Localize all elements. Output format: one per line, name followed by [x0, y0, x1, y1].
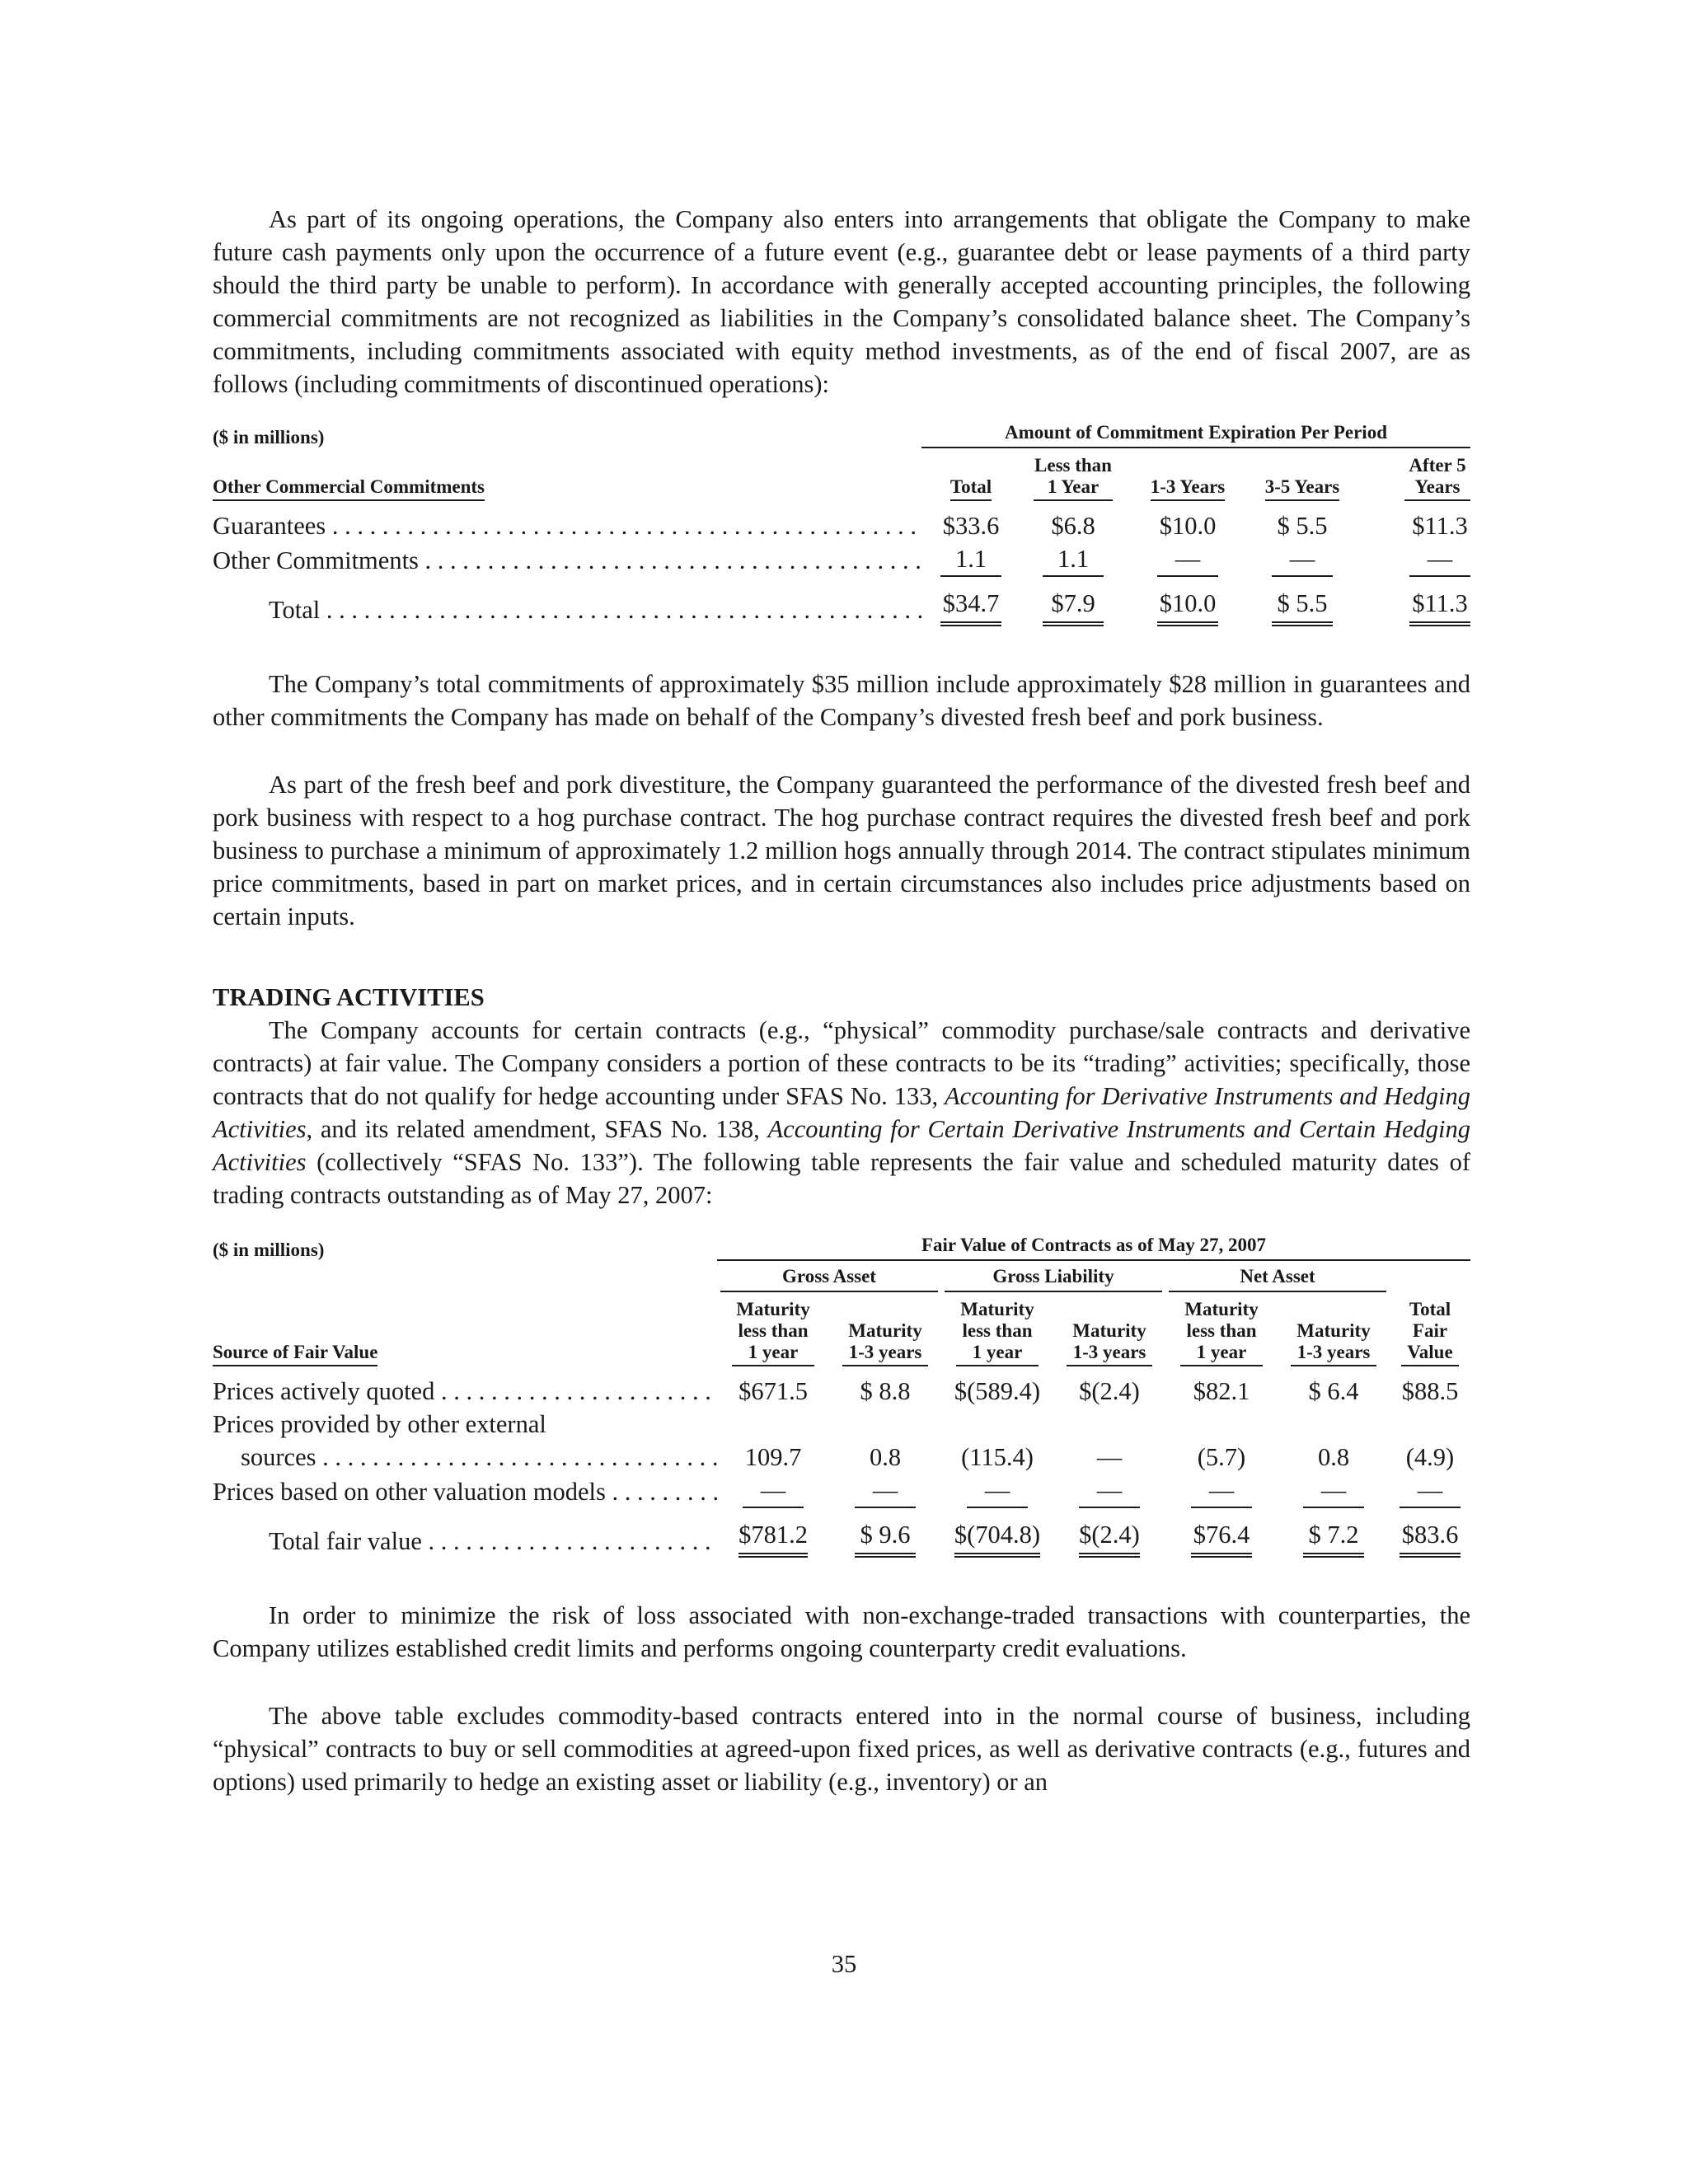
paragraph-counterparty-risk: In order to minimize the risk of loss associated with non-exchange-traded transactions with counterparties, the Company utilizes established credit limits and performs ongoing counterparty credit evaluations. — [213, 1601, 1470, 1662]
table-cell: $ 8.8 — [860, 1377, 911, 1405]
paragraph-total-commitments: The Company’s total commitments of approximately $35 million include approximately $28 million in guarantees and other commitments the Company has made on behalf of the Company’s divested fresh beef and pork business. — [213, 670, 1470, 731]
table-cell: $7.9 — [1020, 587, 1126, 626]
table-cell: $ 7.2 — [1278, 1518, 1390, 1558]
column-header: Total — [921, 455, 1020, 501]
table-cell: $34.7 — [921, 587, 1020, 626]
table-cell: — — [1053, 1474, 1165, 1508]
column-header: Maturity 1-3 years — [1053, 1299, 1165, 1366]
table-row — [213, 542, 1470, 577]
table-row — [213, 1375, 1470, 1408]
table-cell: $10.0 — [1126, 587, 1250, 626]
table-cell: 0.8 — [1317, 1443, 1350, 1471]
table-row — [213, 509, 1470, 542]
table-cell: $(2.4) — [1053, 1518, 1165, 1558]
subgroup-net-asset: Net Asset — [1165, 1266, 1390, 1292]
paragraph-table-exclusions: The above table excludes commodity-based contracts entered into in the normal course of business, including “physical” contracts to buy or sell commodities at agreed-upon fixed prices, as well as derivative contracts (e.g., futures and options) used primarily to hedge an existing asset or liability (e.g., inventory) or an — [213, 1702, 1470, 1796]
row-label-line1: Prices provided by other external — [213, 1410, 546, 1438]
table-cell: $ 5.5 — [1277, 512, 1328, 540]
table-row — [213, 1441, 1470, 1474]
table-row — [213, 1408, 1470, 1441]
table-cell: — — [1096, 1443, 1123, 1471]
table-cell: 109.7 — [744, 1443, 802, 1471]
paragraph-commitments-intro: As part of its ongoing operations, the Company also enters into arrangements that obligate the Company to make future cash payments only upon the occurrence of a future event (e.g., guarantee debt or lease payments of a third party should the third party be unable to perform). In accordance with generally accepted accounting principles, the following commercial commitments are not recognized as liabilities in the Company’s consolidated balance sheet. The Company’s commitments, including commitments associated with equity method investments, as of the end of fiscal 2007, are as follows (including commitments of discontinued operations): — [213, 205, 1470, 398]
column-header: Maturity 1-3 years — [1278, 1299, 1390, 1366]
table-cell: $83.6 — [1390, 1518, 1470, 1558]
commitments-unit-label: ($ in millions) — [213, 427, 325, 448]
column-header: 1-3 Years — [1126, 455, 1250, 501]
table-cell: — — [1390, 1474, 1470, 1508]
column-header: Total Fair Value — [1390, 1299, 1470, 1366]
fair-value-table — [213, 1235, 1470, 1558]
column-header: Maturity 1-3 years — [829, 1299, 941, 1366]
table-cell: $ 6.4 — [1308, 1377, 1359, 1405]
row-label: Total . . . — [213, 587, 921, 626]
column-header: Maturity less than 1 year — [717, 1299, 829, 1366]
table-cell: $6.8 — [1051, 512, 1095, 540]
table-cell: $ 5.5 — [1250, 587, 1355, 626]
table-cell: (4.9) — [1405, 1443, 1455, 1471]
table-cell: (5.7) — [1197, 1443, 1246, 1471]
table-cell: $(589.4) — [954, 1377, 1041, 1405]
commitments-row-header: Other Commercial Commitments — [213, 455, 921, 501]
table-row — [213, 587, 1470, 626]
section-heading-trading-activities: TRADING ACTIVITIES — [213, 983, 485, 1011]
fair-value-group-header: Fair Value of Contracts as of May 27, 2007 — [717, 1235, 1470, 1261]
column-header: Less than 1 Year — [1020, 455, 1126, 501]
table-cell: $671.5 — [738, 1377, 808, 1405]
table-cell: 1.1 — [1020, 542, 1126, 577]
table-cell: — — [1165, 1474, 1278, 1508]
table-cell: — — [1355, 542, 1470, 577]
table-cell: 0.8 — [869, 1443, 902, 1471]
row-label: Prices based on other valuation models . . . — [213, 1474, 717, 1508]
table-cell: $ 9.6 — [829, 1518, 941, 1558]
table-cell: — — [941, 1474, 1053, 1508]
table-cell: — — [1250, 542, 1355, 577]
table-cell: — — [1126, 542, 1250, 577]
document-page — [213, 203, 1470, 1798]
table-cell: $781.2 — [717, 1518, 829, 1558]
subgroup-gross-asset: Gross Asset — [717, 1266, 941, 1292]
fair-value-unit-label: ($ in millions) — [213, 1240, 325, 1260]
table-cell: $11.3 — [1355, 587, 1470, 626]
table-cell: $88.5 — [1401, 1377, 1459, 1405]
table-cell: $11.3 — [1412, 512, 1468, 540]
subgroup-gross-liability: Gross Liability — [941, 1266, 1165, 1292]
row-label: Total fair value . . . — [213, 1518, 717, 1558]
table-cell: $10.0 — [1159, 512, 1217, 540]
table-cell: 1.1 — [921, 542, 1020, 577]
table-cell: (115.4) — [961, 1443, 1034, 1471]
table-cell: — — [717, 1474, 829, 1508]
table-cell: — — [829, 1474, 941, 1508]
paragraph-divestiture: As part of the fresh beef and pork divestiture, the Company guaranteed the performance of the divested fresh beef and pork business with respect to a hog purchase contract. The hog purchase contract requires the divested fresh beef and pork business to purchase a minimum of approximately 1.2 million hogs annually through 2014. The contract stipulates minimum price commitments, based in part on market prices, and in certain circumstances also includes price adjustments based on certain inputs. — [213, 771, 1470, 930]
column-header: 3-5 Years — [1250, 455, 1355, 501]
table-row — [213, 1518, 1470, 1558]
column-header: Maturity less than 1 year — [1165, 1299, 1278, 1366]
column-header: Maturity less than 1 year — [941, 1299, 1053, 1366]
table-cell: $(2.4) — [1079, 1377, 1140, 1405]
commitments-table — [213, 422, 1470, 626]
column-header: After 5 Years — [1355, 455, 1470, 501]
table-cell: — — [1278, 1474, 1390, 1508]
row-label: Other Commitments . . . — [213, 542, 921, 577]
table-cell: $33.6 — [942, 512, 1000, 540]
table-cell: $(704.8) — [941, 1518, 1053, 1558]
commitments-group-header: Amount of Commitment Expiration Per Period — [921, 422, 1470, 448]
table-row — [213, 1474, 1470, 1508]
row-label: Guarantees . . . — [213, 509, 921, 542]
table-cell: $82.1 — [1193, 1377, 1250, 1405]
table-cell: $76.4 — [1165, 1518, 1278, 1558]
row-label: Prices actively quoted . . . — [213, 1375, 717, 1408]
row-label: sources . . . — [213, 1441, 717, 1474]
page-number: 35 — [831, 1950, 857, 1978]
paragraph-trading-activities: The Company accounts for certain contracts (e.g., “physical” commodity purchase/sale contracts and derivative contracts) at fair value. The Company considers a portion of these contracts to be its “trading” activities; specifically, those contracts that do not qualify for hedge accounting under SFAS No. 133, Accounting for Derivative Instruments and Hedging Activities, and its related amendment, SFAS No. 138, Accounting for Certain Derivative Instruments and Certain Hedging Activities (collectively “SFAS No. 133”). The following table represents the fair value and scheduled maturity dates of trading contracts outstanding as of May 27, 2007: — [213, 1016, 1471, 1209]
fair-value-row-header: Source of Fair Value — [213, 1299, 717, 1366]
